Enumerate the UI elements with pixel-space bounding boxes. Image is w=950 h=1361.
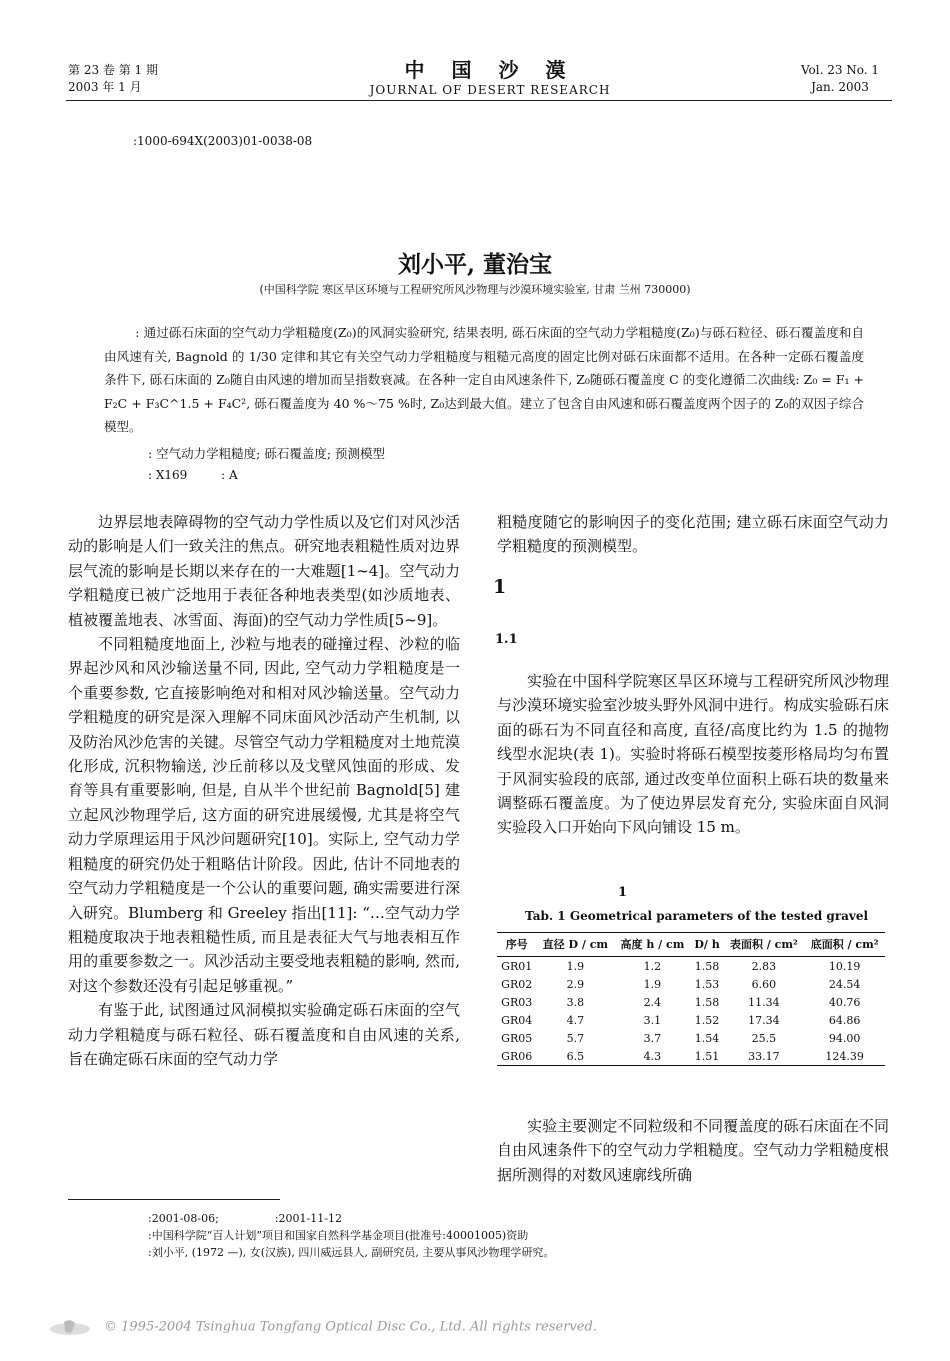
table-row — [497, 975, 885, 993]
table-cell: 6.60 — [751, 977, 777, 991]
measurement-paragraph — [497, 1114, 889, 1187]
footnotes — [148, 1210, 554, 1261]
article-number: :1000-694X(2003)01-0038-08 — [133, 134, 313, 148]
revised-date: :2001-11-12 — [274, 1212, 342, 1225]
table-header-cell: 表面积 / cm² — [724, 933, 805, 957]
table-cell: 40.76 — [828, 995, 861, 1009]
section-heading-1-1: 1.1 — [495, 632, 518, 647]
right-column-continuation — [497, 510, 889, 559]
methods-paragraph — [497, 669, 889, 840]
table-row — [497, 1047, 885, 1066]
table-cell: 124.39 — [804, 1047, 885, 1066]
table-cell: 4.7 — [566, 1013, 585, 1027]
table-cell: 1.2 — [643, 959, 662, 973]
table-cell: 2.83 — [751, 959, 777, 973]
table-header-cell: 高度 h / cm — [614, 933, 690, 957]
table-cell: GR04 — [501, 1013, 533, 1027]
journal-title-block — [340, 58, 640, 98]
table-header-cell: 直径 D / cm — [536, 933, 614, 957]
table-cell: 1.58 — [694, 959, 720, 973]
methods-paragraph-1: 实验在中国科学院寒区旱区环境与工程研究所风沙物理与沙漠环境实验室沙坡头野外风洞中进行。构成实验砾石床面的砾石为不同直径和高度, 直径/高度比约为 1.5 的抛物线型水泥块(表 1)。实验时将砾石模型按菱形格局均匀布置于风洞实验段的底部, 通过改变单位面积上砾石块的数量来调整砾石覆盖度。为了使边界层发育充分, 实验床面自风洞实验段入口开始向下风向铺设 15 m。 — [497, 672, 889, 837]
date-en: Jan. 2003 — [811, 80, 869, 94]
table-header-cell: 序号 — [497, 933, 536, 957]
table-cell: 24.54 — [828, 977, 861, 991]
journal-title-cn: 中 国 沙 漠 — [404, 58, 576, 82]
intro-continuation: 粗糙度随它的影响因子的变化范围; 建立砾石床面空气动力学粗糙度的预测模型。 — [497, 513, 889, 556]
table-cell: 4.3 — [614, 1047, 690, 1066]
table-header-row — [497, 933, 885, 957]
author-bio: :刘小平, (1972 —), 女(汉族), 四川威远县人, 副研究员, 主要从事风沙物理学研究。 — [148, 1246, 555, 1259]
table-body — [497, 957, 885, 1066]
table-cell: 2.9 — [566, 977, 585, 991]
table-cell: 17.34 — [748, 1013, 780, 1027]
document-code: : A — [221, 468, 238, 482]
copyright-text: © 1995-2004 Tsinghua Tongfang Optical Disc Co., Ltd. All rights reserved. — [104, 1319, 597, 1335]
copyright-line — [48, 1316, 597, 1338]
table-row — [497, 1029, 885, 1047]
table-cell: GR05 — [501, 1031, 533, 1045]
table-cell: 10.19 — [828, 959, 861, 973]
table-cell: 5.7 — [566, 1031, 585, 1045]
table-cell: 6.5 — [536, 1047, 614, 1066]
table-cell: 1.52 — [694, 1013, 720, 1027]
table-cell: 2.4 — [643, 995, 662, 1009]
table-cell: 1.54 — [694, 1031, 720, 1045]
table-header-cell: D/ h — [691, 933, 724, 957]
table-row — [497, 1011, 885, 1029]
footnote-rule — [68, 1199, 280, 1200]
table-cell: 1.9 — [643, 977, 662, 991]
section-heading-1: 1 — [493, 576, 507, 598]
header-volume-block — [68, 62, 158, 96]
left-column — [68, 510, 460, 1071]
date-cn: 2003 年 1 月 — [68, 80, 142, 94]
abstract — [104, 321, 864, 439]
gravel-parameters-table — [497, 932, 885, 1066]
publisher-logo-icon — [48, 1316, 92, 1338]
table-cell: 1.58 — [694, 995, 720, 1009]
table-cell: 94.00 — [828, 1031, 861, 1045]
table-row — [497, 993, 885, 1011]
intro-paragraph-1: 边界层地表障碍物的空气动力学性质以及它们对风沙活动的影响是人们一致关注的焦点。研究地表粗糙性质对边界层气流的影响是长期以来存在的一大难题[1~4]。空气动力学粗糙度已被广泛地用于表征各种地表类型(如沙质地表、植被覆盖地表、冰雪面、海面)的空气动力学性质[5~9]。 — [68, 513, 460, 629]
table-cell: GR06 — [497, 1047, 536, 1066]
authors: 刘小平, 董治宝 — [397, 251, 552, 278]
table-caption: Tab. 1 Geometrical parameters of the tested gravel — [525, 909, 869, 923]
table-cell: 33.17 — [724, 1047, 805, 1066]
volume-en: Vol. 23 No. 1 — [800, 63, 880, 77]
table-cell: 3.7 — [643, 1031, 662, 1045]
table-cell: GR02 — [501, 977, 533, 991]
table-cell: GR01 — [501, 959, 533, 973]
header-rule — [66, 100, 892, 101]
received-date: :2001-08-06; — [148, 1212, 219, 1225]
affiliation: (中国科学院 寒区旱区环境与工程研究所风沙物理与沙漠环境实验室, 甘肃 兰州 730000) — [259, 283, 691, 296]
table-cell: 3.1 — [643, 1013, 662, 1027]
table-row — [497, 957, 885, 976]
table-cell: 3.8 — [566, 995, 585, 1009]
clc-number: : X169 — [148, 468, 188, 482]
classification-line — [148, 468, 238, 482]
table-cell: GR03 — [501, 995, 533, 1009]
intro-paragraph-2: 不同粗糙度地面上, 沙粒与地表的碰撞过程、沙粒的临界起沙风和风沙输送量不同, 因此, 空气动力学粗糙度是一个重要参数, 它直接影响绝对和相对风沙输送量。空气动力学粗糙度的研究是深入理解不同床面风沙活动产生机制, 以及防治风沙危害的关键。尽管空气动力学粗糙度对土地荒漠化形成, 沉积物输送, 沙丘前移以及戈壁风蚀面的形成、发育等具有重要影响, 但是, 自从半个世纪前 Bagnold[5] 建立起风沙物理学后, 这方面的研究进展缓慢, 尤其是将空气动力学原理运用于风沙问题研究[10]。实际上, 空气动力学粗糙度的研究仍处于粗略估计阶段。因此, 估计不同地表的空气动力学粗糙度是一个公认的重要问题, 确实需要进行深入研究。Blumberg 和 Greeley 指出[11]: “…空气动力学粗糙度取决于地表粗糙性质, 而且是表征大气与地表相互作用的重要参数之一。风沙活动主要受地表粗糙的影响, 然而, 对这个参数还没有引起足够重视。” — [68, 635, 460, 995]
funding-note: :中国科学院“百人计划”项目和国家自然科学基金项目(批准号:40001005)资助 — [148, 1229, 529, 1242]
table-cell: 64.86 — [828, 1013, 861, 1027]
table-cell: 25.5 — [751, 1031, 777, 1045]
table-cell: 1.53 — [694, 977, 720, 991]
keywords: : 空气动力学粗糙度; 砾石覆盖度; 预测模型 — [148, 446, 386, 461]
dates-line — [148, 1210, 554, 1227]
table-cell: 1.51 — [691, 1047, 724, 1066]
journal-title-en: JOURNAL OF DESERT RESEARCH — [369, 83, 611, 97]
volume-cn: 第 23 卷 第 1 期 — [68, 63, 158, 77]
table-number: 1 — [618, 885, 628, 900]
table-cell: 11.34 — [748, 995, 780, 1009]
table-header-cell: 底面积 / cm² — [804, 933, 885, 957]
intro-paragraph-3: 有鉴于此, 试图通过风洞模拟实验确定砾石床面的空气动力学粗糙度与砾石粒径、砾石覆盖度和自由风速的关系, 旨在确定砾石床面的空气动力学 — [68, 1001, 460, 1068]
header-volume-en-block — [790, 62, 890, 96]
abstract-text: : 通过砾石床面的空气动力学粗糙度(Z₀)的风洞实验研究, 结果表明, 砾石床面的空气动力学粗糙度(Z₀)与砾石粒径、砾石覆盖度和自由风速有关, Bagnold 的 1/30 定律和其它有关空气动力学粗糙度与粗糙元高度的固定比例对砾石床面都不适用。在各种一定砾石覆盖度条件下, 砾石床面的 Z₀随自由风速的增加而呈指数衰减。在各种一定自由风速条件下, Z₀随砾石覆盖度 C 的变化遵循二次曲线: Z₀ = F₁ + F₂C + F₃C^1.5 + F₄C², 砾石覆盖度为 40 %～75 %时, Z₀达到最大值。建立了包含自由风速和砾石覆盖度两个因子的 Z₀的双因子综合模型。 — [104, 325, 864, 434]
table-cell: 1.9 — [566, 959, 585, 973]
measurement-paragraph-text: 实验主要测定不同粒级和不同覆盖度的砾石床面在不同自由风速条件下的空气动力学粗糙度。空气动力学粗糙度根据所测得的对数风速廓线所确 — [497, 1117, 889, 1184]
